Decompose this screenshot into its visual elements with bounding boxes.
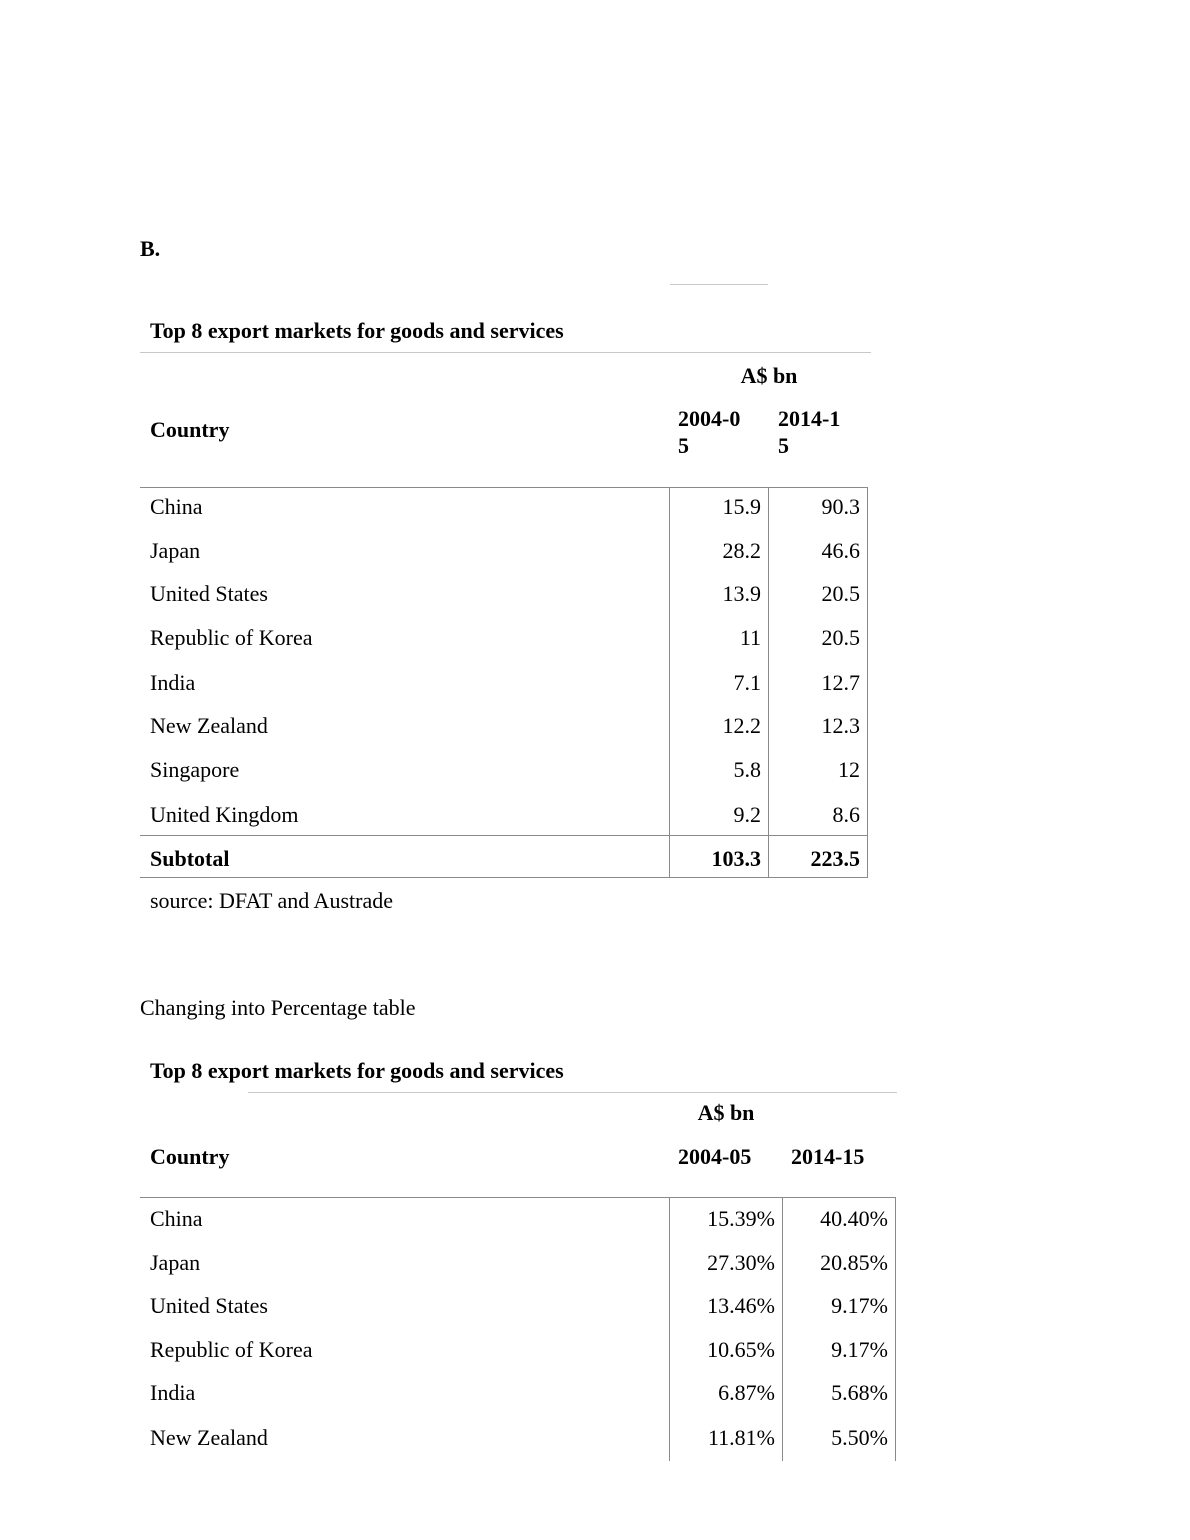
country-cell: Japan — [150, 1250, 201, 1275]
table-title: Top 8 export markets for goods and services — [150, 318, 564, 343]
year2-header: 2014-15 — [791, 1144, 865, 1169]
subtotal-value: 103.3 — [711, 846, 761, 871]
bottom-rule — [140, 877, 868, 878]
table-title: Top 8 export markets for goods and services — [150, 1058, 564, 1083]
percent-cell: 6.87% — [718, 1380, 775, 1405]
country-cell: Republic of Korea — [150, 625, 313, 650]
percent-cell: 15.39% — [707, 1206, 775, 1231]
country-cell: United States — [150, 581, 268, 606]
percent-cell: 40.40% — [820, 1206, 888, 1231]
year2-header: 2014-1 5 — [778, 406, 841, 458]
value-cell: 15.9 — [722, 494, 761, 519]
percent-cell: 27.30% — [707, 1250, 775, 1275]
percent-cell: 20.85% — [820, 1250, 888, 1275]
year1-header: 2004-0 5 — [678, 406, 741, 458]
divider — [670, 284, 768, 285]
title-rule — [140, 352, 871, 353]
value-cell: 13.9 — [722, 581, 761, 606]
column-rule — [895, 1197, 896, 1461]
country-cell: Singapore — [150, 757, 240, 782]
value-cell: 12 — [838, 757, 860, 782]
value-cell: 8.6 — [832, 802, 860, 827]
country-cell: India — [150, 1380, 196, 1405]
value-cell: 11 — [739, 625, 761, 650]
percent-cell: 10.65% — [707, 1337, 775, 1362]
country-cell: New Zealand — [150, 1425, 268, 1450]
title-rule — [248, 1092, 897, 1093]
value-cell: 12.2 — [722, 713, 761, 738]
value-cell: 20.5 — [821, 581, 860, 606]
column-rule — [669, 1197, 670, 1461]
value-cell: 28.2 — [722, 538, 761, 563]
percent-cell: 13.46% — [707, 1293, 775, 1318]
value-cell: 90.3 — [821, 494, 860, 519]
value-cell: 9.2 — [733, 802, 761, 827]
country-cell: China — [150, 1206, 203, 1231]
year1-header: 2004-05 — [678, 1144, 752, 1169]
country-cell: United States — [150, 1293, 268, 1318]
value-cell: 12.3 — [821, 713, 860, 738]
country-cell: United Kingdom — [150, 802, 299, 827]
value-cell: 5.8 — [733, 757, 761, 782]
intro-text: Changing into Percentage table — [140, 995, 416, 1020]
subtotal-label: Subtotal — [150, 846, 230, 871]
country-cell: China — [150, 494, 203, 519]
country-cell: New Zealand — [150, 713, 268, 738]
country-cell: Republic of Korea — [150, 1337, 313, 1362]
section-label: B. — [140, 236, 161, 261]
percent-cell: 9.17% — [831, 1337, 888, 1362]
unit-header: A$ bn — [697, 1100, 755, 1125]
percent-cell: 5.50% — [831, 1425, 888, 1450]
source-note: source: DFAT and Austrade — [150, 888, 393, 913]
value-cell: 7.1 — [733, 670, 761, 695]
value-cell: 12.7 — [821, 670, 860, 695]
subtotal-value: 223.5 — [810, 846, 860, 871]
country-cell: India — [150, 670, 196, 695]
percent-cell: 9.17% — [831, 1293, 888, 1318]
column-rule — [867, 487, 868, 878]
subtotal-rule — [140, 835, 868, 836]
header-rule — [140, 487, 868, 488]
unit-header: A$ bn — [740, 363, 798, 388]
column-rule — [782, 1197, 783, 1461]
country-header: Country — [150, 417, 230, 442]
percent-cell: 5.68% — [831, 1380, 888, 1405]
country-header: Country — [150, 1144, 230, 1169]
percent-cell: 11.81% — [707, 1425, 775, 1450]
country-cell: Japan — [150, 538, 201, 563]
value-cell: 46.6 — [821, 538, 860, 563]
value-cell: 20.5 — [821, 625, 860, 650]
